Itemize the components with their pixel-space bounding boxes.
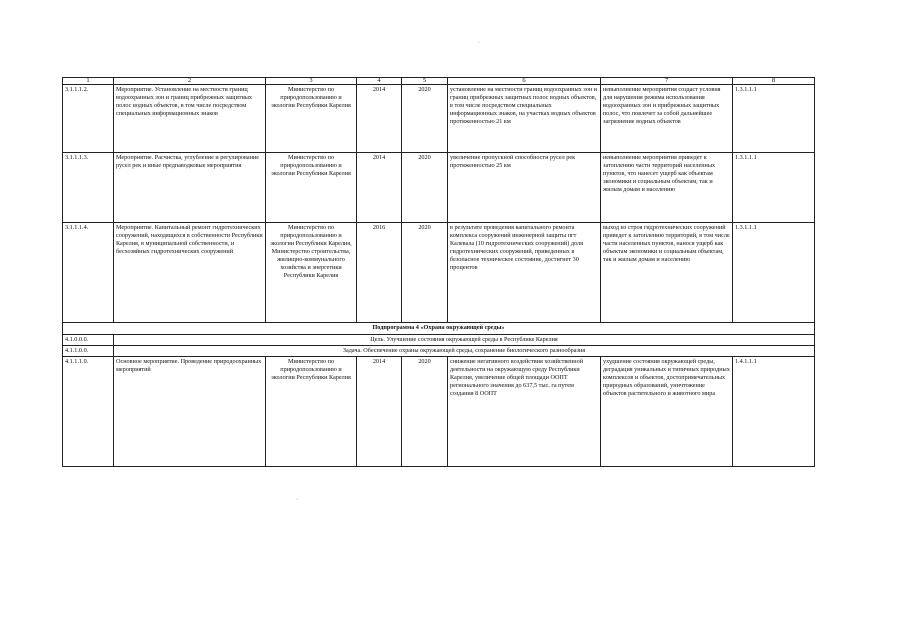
expected-result: установление на местности границ водоохранных зон и границ прибрежных защитных полос водных объектов, в том числе посредством специальных информационных знаков, на участках водных объектов протяженностью 21 км — [448, 85, 601, 153]
goal-row — [63, 335, 815, 346]
column-number-row — [63, 78, 815, 85]
indicator: 1.4.1.1.1 — [733, 357, 815, 467]
start-year: 2014 — [357, 357, 402, 467]
column-number: 6 — [448, 78, 601, 85]
indicator: 1.3.1.1.1 — [733, 223, 815, 323]
table-row — [63, 223, 815, 323]
expected-result: в результате проведения капитального ремонта комплекса сооружений инженерной защиты пгт Калевала (10 гидротехнических сооружений) доля гидротехнических сооружений, приведенных в безопасное техническое состояние, достигнет 30 процентов — [448, 223, 601, 323]
end-year: 2020 — [402, 223, 448, 323]
measure-name: Мероприятие. Установление на местности границ водоохранных зон и границ прибрежных защитных полос водных объектов, в том числе посредством специальных информационных знаков — [114, 85, 266, 153]
executor: Министерство по природопользованию и экологии Республики Карелия — [266, 85, 357, 153]
measure-name: Мероприятие. Капитальный ремонт гидротехнических сооружений, находящихся в собственности Республики Карелия, в муниципальной собственности, и бесхозяйных гидротехнических сооружений — [114, 223, 266, 323]
program-table — [62, 77, 815, 467]
indicator: 1.3.1.1.1 — [733, 85, 815, 153]
consequence: ухудшение состояния окружающей среды, деградация уникальных и типичных природных комплексов и объектов, достопримечательных природных образований, уничтожение объектов растительного и животного мира — [601, 357, 733, 467]
column-number: 1 — [63, 78, 114, 85]
task-row — [63, 346, 815, 357]
row-code: 3.1.1.1.4. — [63, 223, 114, 323]
table-row — [63, 85, 815, 153]
indicator: 1.3.1.1.1 — [733, 153, 815, 223]
row-code: 3.1.1.1.2. — [63, 85, 114, 153]
consequence: невыполнение мероприятия приведет к затоплению части территорий населенных пунктов, что нанесет ущерб как объектам экономики и социальным объектам, так и жилым домам и населению — [601, 153, 733, 223]
column-number: 4 — [357, 78, 402, 85]
consequence: выход из строя гидротехнических сооружений приведет к затоплению территорий, в том числе части населенных пунктов, нанося ущерб как объектам экономики и социальным объектам, так и жилым домам и населению — [601, 223, 733, 323]
expected-result: увеличение пропускной способности русел рек протяженностью 25 км — [448, 153, 601, 223]
end-year: 2020 — [402, 153, 448, 223]
start-year: 2014 — [357, 153, 402, 223]
executor: Министерство по природопользованию и экологии Республики Карелия — [266, 153, 357, 223]
column-number: 8 — [733, 78, 815, 85]
column-number: 7 — [601, 78, 733, 85]
column-number: 5 — [402, 78, 448, 85]
goal-text: Цель. Улучшение состояния окружающей среды в Республике Карелия — [114, 335, 815, 346]
scan-speck: · — [296, 497, 298, 503]
task-code: 4.1.1.0.0. — [63, 346, 114, 357]
subprogram-title: Подпрограмма 4 «Охрана окружающей среды» — [63, 323, 815, 335]
expected-result: снижение негативного воздействия хозяйственной деятельности на окружающую среду Республики Карелия, увеличение общей площади ООПТ регионального значения до 637,5 тыс. га путем создания 8 ООПТ — [448, 357, 601, 467]
column-number: 2 — [114, 78, 266, 85]
column-number: 3 — [266, 78, 357, 85]
row-code: 4.1.1.1.0. — [63, 357, 114, 467]
goal-code: 4.1.0.0.0. — [63, 335, 114, 346]
task-text: Задача. Обеспечение охраны окружающей среды, сохранение биологического разнообразия — [114, 346, 815, 357]
executor: Министерство по природопользованию и экологии Республики Карелия — [266, 357, 357, 467]
table-row — [63, 357, 815, 467]
end-year: 2020 — [402, 357, 448, 467]
end-year: 2020 — [402, 85, 448, 153]
measure-name: Мероприятие. Расчистка, углубление и регулирование русел рек и иные предпаводковые мероприятия — [114, 153, 266, 223]
measure-name: Основное мероприятие. Проведение природоохранных мероприятий — [114, 357, 266, 467]
table-row — [63, 153, 815, 223]
row-code: 3.1.1.1.3. — [63, 153, 114, 223]
subprogram-row — [63, 323, 815, 335]
scan-speck: · — [478, 40, 480, 46]
start-year: 2016 — [357, 223, 402, 323]
consequence: невыполнение мероприятия создаст условия для нарушения режима использования водоохранных зон и прибрежных защитных полос, что повлечет за собой дальнейшее загрязнение водных объектов — [601, 85, 733, 153]
executor: Министерство по природопользованию и экологии Республики Карелия, Министерство строительства, жилищно-коммунального хозяйства и энергетики Республики Карелия — [266, 223, 357, 323]
start-year: 2014 — [357, 85, 402, 153]
